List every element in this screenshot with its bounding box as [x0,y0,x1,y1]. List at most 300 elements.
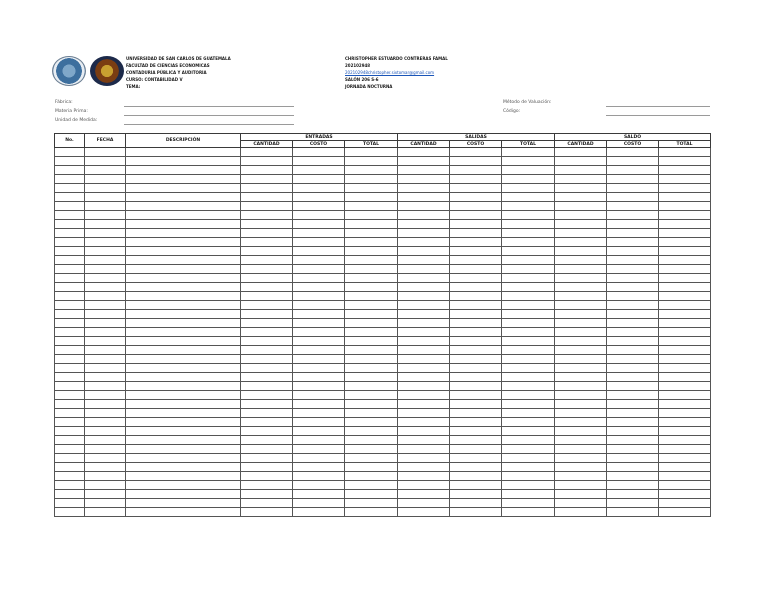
table-cell[interactable] [126,157,241,166]
table-cell[interactable] [659,202,711,211]
table-cell[interactable] [293,238,345,247]
table-cell[interactable] [345,409,398,418]
table-cell[interactable] [55,391,85,400]
table-cell[interactable] [555,355,607,364]
table-cell[interactable] [241,391,293,400]
table-cell[interactable] [502,301,555,310]
table-cell[interactable] [502,373,555,382]
table-cell[interactable] [126,337,241,346]
table-cell[interactable] [659,274,711,283]
table-cell[interactable] [398,166,450,175]
table-cell[interactable] [502,166,555,175]
table-cell[interactable] [450,445,502,454]
table-cell[interactable] [398,175,450,184]
table-cell[interactable] [345,499,398,508]
table-cell[interactable] [607,148,659,157]
table-cell[interactable] [345,292,398,301]
table-cell[interactable] [450,364,502,373]
table-cell[interactable] [241,364,293,373]
table-cell[interactable] [126,148,241,157]
table-cell[interactable] [607,481,659,490]
table-cell[interactable] [345,166,398,175]
table-cell[interactable] [55,211,85,220]
table-cell[interactable] [293,202,345,211]
table-cell[interactable] [450,193,502,202]
table-cell[interactable] [502,490,555,499]
table-cell[interactable] [555,148,607,157]
table-cell[interactable] [55,490,85,499]
table-cell[interactable] [450,373,502,382]
table-cell[interactable] [607,382,659,391]
table-cell[interactable] [555,301,607,310]
table-cell[interactable] [502,337,555,346]
table-cell[interactable] [55,229,85,238]
table-cell[interactable] [241,508,293,517]
table-cell[interactable] [398,400,450,409]
table-cell[interactable] [293,355,345,364]
table-cell[interactable] [659,508,711,517]
table-cell[interactable] [555,499,607,508]
table-cell[interactable] [85,355,126,364]
table-cell[interactable] [555,445,607,454]
table-cell[interactable] [345,283,398,292]
table-cell[interactable] [659,499,711,508]
table-cell[interactable] [502,310,555,319]
table-cell[interactable] [450,391,502,400]
table-cell[interactable] [607,373,659,382]
table-cell[interactable] [502,427,555,436]
table-cell[interactable] [659,148,711,157]
table-cell[interactable] [345,418,398,427]
table-cell[interactable] [126,193,241,202]
table-cell[interactable] [607,346,659,355]
table-cell[interactable] [345,310,398,319]
table-cell[interactable] [55,463,85,472]
table-cell[interactable] [293,490,345,499]
table-cell[interactable] [659,346,711,355]
table-cell[interactable] [85,229,126,238]
table-cell[interactable] [55,238,85,247]
table-cell[interactable] [659,391,711,400]
table-cell[interactable] [126,373,241,382]
table-cell[interactable] [55,292,85,301]
table-cell[interactable] [607,265,659,274]
table-cell[interactable] [659,445,711,454]
table-cell[interactable] [502,274,555,283]
table-cell[interactable] [450,337,502,346]
table-cell[interactable] [607,328,659,337]
table-cell[interactable] [293,292,345,301]
table-cell[interactable] [555,220,607,229]
table-cell[interactable] [450,148,502,157]
table-cell[interactable] [607,454,659,463]
table-cell[interactable] [659,328,711,337]
table-cell[interactable] [398,148,450,157]
table-cell[interactable] [241,256,293,265]
table-cell[interactable] [55,328,85,337]
table-cell[interactable] [607,400,659,409]
table-cell[interactable] [555,319,607,328]
table-cell[interactable] [607,256,659,265]
table-cell[interactable] [345,157,398,166]
table-cell[interactable] [398,391,450,400]
table-cell[interactable] [555,157,607,166]
table-cell[interactable] [241,454,293,463]
table-cell[interactable] [241,265,293,274]
table-cell[interactable] [241,229,293,238]
table-cell[interactable] [241,418,293,427]
table-cell[interactable] [241,445,293,454]
table-cell[interactable] [55,184,85,193]
table-cell[interactable] [555,175,607,184]
table-cell[interactable] [450,409,502,418]
table-cell[interactable] [659,229,711,238]
table-cell[interactable] [607,166,659,175]
table-cell[interactable] [55,481,85,490]
table-cell[interactable] [398,346,450,355]
table-cell[interactable] [345,229,398,238]
table-cell[interactable] [555,427,607,436]
table-cell[interactable] [85,382,126,391]
table-cell[interactable] [659,319,711,328]
table-cell[interactable] [85,508,126,517]
table-cell[interactable] [55,409,85,418]
table-cell[interactable] [345,481,398,490]
table-cell[interactable] [241,283,293,292]
table-cell[interactable] [293,409,345,418]
table-cell[interactable] [659,256,711,265]
table-cell[interactable] [607,283,659,292]
table-cell[interactable] [398,463,450,472]
table-cell[interactable] [345,238,398,247]
table-cell[interactable] [607,508,659,517]
table-cell[interactable] [345,427,398,436]
table-cell[interactable] [126,382,241,391]
table-cell[interactable] [502,481,555,490]
table-cell[interactable] [293,418,345,427]
table-cell[interactable] [126,463,241,472]
table-cell[interactable] [55,202,85,211]
fabrica-line[interactable] [124,106,294,107]
table-cell[interactable] [555,337,607,346]
table-cell[interactable] [555,481,607,490]
table-cell[interactable] [345,301,398,310]
table-cell[interactable] [502,283,555,292]
table-cell[interactable] [293,346,345,355]
unidad-medida-line[interactable] [124,124,294,125]
table-cell[interactable] [398,481,450,490]
table-cell[interactable] [398,265,450,274]
table-cell[interactable] [450,175,502,184]
table-cell[interactable] [450,229,502,238]
table-cell[interactable] [126,220,241,229]
table-cell[interactable] [450,301,502,310]
table-cell[interactable] [607,220,659,229]
table-cell[interactable] [607,238,659,247]
table-cell[interactable] [555,193,607,202]
table-cell[interactable] [398,373,450,382]
table-cell[interactable] [55,346,85,355]
table-cell[interactable] [241,310,293,319]
table-cell[interactable] [241,292,293,301]
table-cell[interactable] [85,418,126,427]
table-cell[interactable] [241,490,293,499]
table-cell[interactable] [55,220,85,229]
table-cell[interactable] [241,193,293,202]
table-cell[interactable] [55,247,85,256]
table-cell[interactable] [293,508,345,517]
table-cell[interactable] [293,256,345,265]
table-cell[interactable] [607,436,659,445]
table-cell[interactable] [293,445,345,454]
table-cell[interactable] [502,499,555,508]
table-cell[interactable] [345,346,398,355]
table-cell[interactable] [502,391,555,400]
table-cell[interactable] [85,409,126,418]
table-cell[interactable] [659,301,711,310]
table-cell[interactable] [607,292,659,301]
table-cell[interactable] [241,166,293,175]
table-cell[interactable] [241,184,293,193]
table-cell[interactable] [126,256,241,265]
table-cell[interactable] [345,328,398,337]
table-cell[interactable] [398,229,450,238]
table-cell[interactable] [555,184,607,193]
table-cell[interactable] [55,319,85,328]
table-cell[interactable] [607,202,659,211]
table-cell[interactable] [398,184,450,193]
table-cell[interactable] [85,463,126,472]
table-cell[interactable] [85,472,126,481]
table-cell[interactable] [398,220,450,229]
table-cell[interactable] [126,409,241,418]
table-cell[interactable] [85,274,126,283]
table-cell[interactable] [398,454,450,463]
table-cell[interactable] [85,247,126,256]
table-cell[interactable] [398,283,450,292]
table-cell[interactable] [85,400,126,409]
table-cell[interactable] [293,184,345,193]
table-cell[interactable] [345,382,398,391]
table-cell[interactable] [85,364,126,373]
table-cell[interactable] [345,355,398,364]
table-cell[interactable] [502,238,555,247]
table-cell[interactable] [555,409,607,418]
table-cell[interactable] [502,265,555,274]
table-cell[interactable] [398,274,450,283]
table-cell[interactable] [659,193,711,202]
table-cell[interactable] [555,274,607,283]
table-cell[interactable] [345,175,398,184]
table-cell[interactable] [55,400,85,409]
table-cell[interactable] [126,211,241,220]
table-cell[interactable] [85,157,126,166]
table-cell[interactable] [659,283,711,292]
table-cell[interactable] [241,319,293,328]
table-cell[interactable] [607,184,659,193]
table-cell[interactable] [293,148,345,157]
table-cell[interactable] [345,391,398,400]
table-cell[interactable] [555,238,607,247]
table-cell[interactable] [502,382,555,391]
table-cell[interactable] [85,301,126,310]
table-cell[interactable] [55,445,85,454]
table-cell[interactable] [450,400,502,409]
table-cell[interactable] [126,364,241,373]
table-cell[interactable] [450,202,502,211]
table-cell[interactable] [55,310,85,319]
table-cell[interactable] [502,202,555,211]
table-cell[interactable] [659,490,711,499]
table-cell[interactable] [85,328,126,337]
table-cell[interactable] [659,409,711,418]
table-cell[interactable] [607,427,659,436]
table-cell[interactable] [607,229,659,238]
table-cell[interactable] [398,427,450,436]
table-cell[interactable] [450,355,502,364]
table-cell[interactable] [502,247,555,256]
table-cell[interactable] [398,202,450,211]
table-cell[interactable] [345,445,398,454]
table-cell[interactable] [502,148,555,157]
table-cell[interactable] [450,292,502,301]
table-cell[interactable] [293,166,345,175]
table-cell[interactable] [85,391,126,400]
table-cell[interactable] [55,454,85,463]
table-cell[interactable] [241,247,293,256]
table-cell[interactable] [659,310,711,319]
table-cell[interactable] [85,454,126,463]
table-cell[interactable] [126,508,241,517]
table-cell[interactable] [241,220,293,229]
table-cell[interactable] [659,247,711,256]
table-cell[interactable] [85,436,126,445]
table-cell[interactable] [607,310,659,319]
table-cell[interactable] [55,472,85,481]
table-cell[interactable] [85,346,126,355]
table-cell[interactable] [126,418,241,427]
table-cell[interactable] [607,445,659,454]
table-cell[interactable] [398,328,450,337]
table-cell[interactable] [607,157,659,166]
table-cell[interactable] [55,148,85,157]
table-cell[interactable] [659,292,711,301]
table-cell[interactable] [502,211,555,220]
table-cell[interactable] [555,166,607,175]
table-cell[interactable] [398,472,450,481]
table-cell[interactable] [241,328,293,337]
table-cell[interactable] [398,247,450,256]
table-cell[interactable] [659,481,711,490]
table-cell[interactable] [126,499,241,508]
table-cell[interactable] [126,175,241,184]
table-cell[interactable] [450,481,502,490]
table-cell[interactable] [659,265,711,274]
table-cell[interactable] [85,220,126,229]
table-cell[interactable] [345,463,398,472]
table-cell[interactable] [85,184,126,193]
table-cell[interactable] [398,508,450,517]
metodo-valuacion-line[interactable] [606,106,710,107]
table-cell[interactable] [126,490,241,499]
table-cell[interactable] [502,157,555,166]
table-cell[interactable] [345,319,398,328]
table-cell[interactable] [55,355,85,364]
table-cell[interactable] [555,400,607,409]
table-cell[interactable] [502,508,555,517]
table-cell[interactable] [345,256,398,265]
table-cell[interactable] [345,274,398,283]
table-cell[interactable] [85,166,126,175]
table-cell[interactable] [502,364,555,373]
table-cell[interactable] [85,283,126,292]
table-cell[interactable] [450,454,502,463]
table-cell[interactable] [241,427,293,436]
table-cell[interactable] [293,310,345,319]
table-cell[interactable] [345,454,398,463]
table-cell[interactable] [450,220,502,229]
table-cell[interactable] [55,499,85,508]
table-cell[interactable] [555,490,607,499]
table-cell[interactable] [85,265,126,274]
table-cell[interactable] [450,184,502,193]
table-cell[interactable] [607,175,659,184]
table-cell[interactable] [555,382,607,391]
table-cell[interactable] [293,427,345,436]
table-cell[interactable] [126,238,241,247]
table-cell[interactable] [450,463,502,472]
table-cell[interactable] [398,211,450,220]
table-cell[interactable] [241,373,293,382]
table-cell[interactable] [659,463,711,472]
table-cell[interactable] [345,373,398,382]
table-cell[interactable] [293,382,345,391]
table-cell[interactable] [502,292,555,301]
table-cell[interactable] [55,427,85,436]
table-cell[interactable] [85,373,126,382]
table-cell[interactable] [293,229,345,238]
table-cell[interactable] [85,202,126,211]
table-cell[interactable] [241,211,293,220]
table-cell[interactable] [241,409,293,418]
table-cell[interactable] [502,256,555,265]
table-cell[interactable] [241,382,293,391]
table-cell[interactable] [555,202,607,211]
table-cell[interactable] [659,175,711,184]
table-cell[interactable] [126,166,241,175]
table-cell[interactable] [607,418,659,427]
table-cell[interactable] [55,364,85,373]
table-cell[interactable] [345,247,398,256]
table-cell[interactable] [85,481,126,490]
table-cell[interactable] [555,418,607,427]
table-cell[interactable] [607,499,659,508]
table-cell[interactable] [607,319,659,328]
table-cell[interactable] [126,346,241,355]
table-cell[interactable] [502,454,555,463]
table-cell[interactable] [450,265,502,274]
table-cell[interactable] [126,292,241,301]
table-cell[interactable] [555,265,607,274]
table-cell[interactable] [85,256,126,265]
table-cell[interactable] [450,166,502,175]
table-cell[interactable] [55,265,85,274]
table-cell[interactable] [398,436,450,445]
table-cell[interactable] [607,337,659,346]
table-cell[interactable] [398,301,450,310]
table-cell[interactable] [293,328,345,337]
table-cell[interactable] [85,310,126,319]
